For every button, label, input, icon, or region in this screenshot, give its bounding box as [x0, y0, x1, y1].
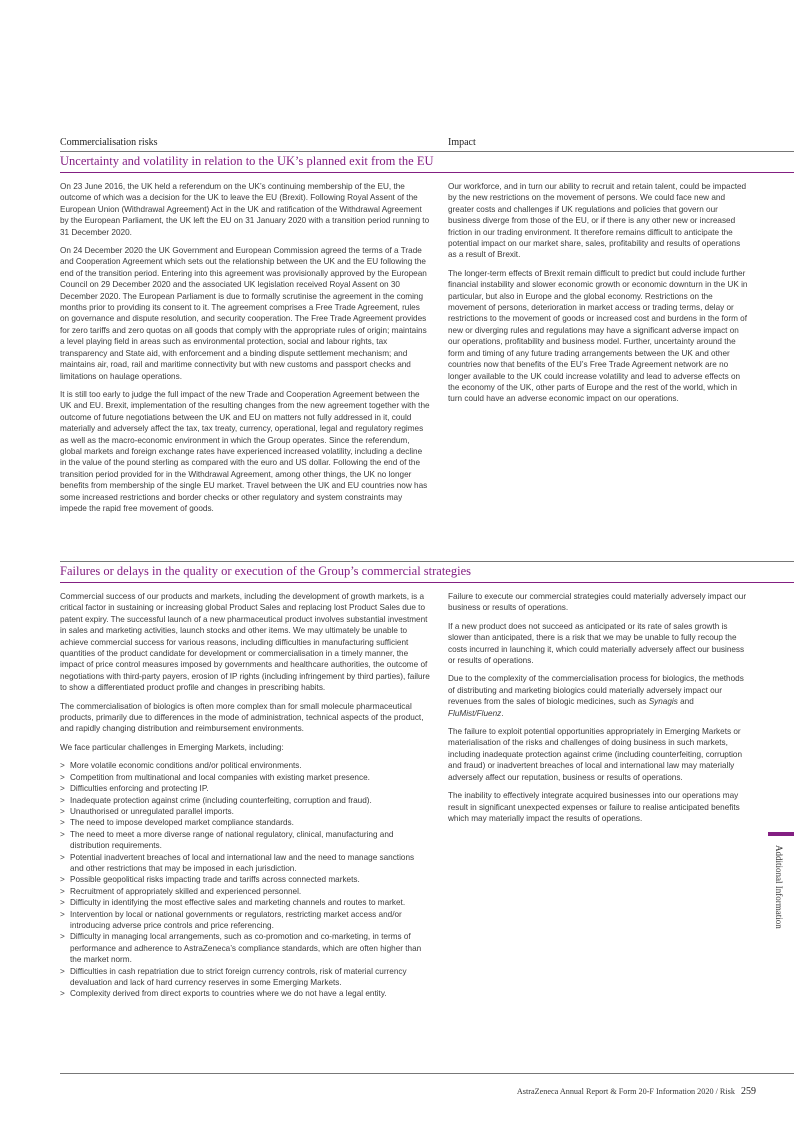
commercial-impact-column	[448, 591, 750, 831]
list-item: > Difficulties in cash repatriation due to strict foreign currency controls, risk of material currency devaluation and lack of hard currency reserves in some Emerging Markets.	[60, 966, 430, 989]
paragraph: On 24 December 2020 the UK Government and European Commission agreed the terms of a Trade and Cooperation Agreement which sets out the relationship between the UK and the EU following the end of the transition period. Entering into this agreement was provisionally approved by the European Council on 29 December 2020 and the associated UK legislation received Royal Assent on 30 December 2020. The European Parliament is due to formally scrutinise the agreement in the coming months prior to providing its consent to it. The agreement comprises a Free Trade Agreement, rules on governance and dispute resolution, and security cooperation. The Free Trade Agreement provides for zero tariffs and zero quotas on all goods that comply with the appropriate rules of origin; maintains a level playing field in areas such as environmental protection, social and labour rights, tax transparency and State aid, with enforcement and a binding dispute settlement mechanism; and maintains air, road, rail and maritime connectivity but with new customs and passport checks and limitations on haulage operations.	[60, 246, 427, 381]
paragraph: Commercial success of our products and markets, including the development of growth markets, is a critical factor in sustaining or increasing global Product Sales and replacing lost Product Sales due to patent expiry. The successful launch of a new pharmaceutical product involves substantial investment in sales and marketing activities, launch stocks and other items. We may ultimately be unable to achieve commercial success for various reasons, including difficulties in manufacturing sufficient quantities of the product candidate for development or commercialisation in a timely manner, the impact of price control measures imposed by governments and healthcare authorities, the outcome of negotiations with third-party payers, erosion of IP rights (including infringement by third parties), failure to show a differentiated product profile and changes in prescribing habits.	[60, 592, 430, 693]
section-rule	[60, 172, 794, 173]
brexit-risk-column	[60, 181, 430, 521]
emerging-markets-challenges-list	[60, 760, 430, 1000]
text-run: .	[501, 708, 504, 718]
list-item: > Possible geopolitical risks impacting trade and tariffs across connected markets.	[60, 874, 430, 885]
bottom-rule	[60, 1073, 794, 1074]
paragraph: It is still too early to judge the full impact of the new Trade and Cooperation Agreement between the UK and EU. Brexit, implementation of the resulting changes from the new agreement together with the outcome of future negotiations between the UK and EU on matters not fully addressed in it, could materially and adversely affect the tax, tax treaty, currency, operational, legal and regulatory regimes as well as the macro-economic environment in which the Group operates. Since the referendum, global markets and foreign exchange rates have experienced increased volatility, including a decline in the value of the pound sterling as compared with the euro and US dollar. Following the end of the transition period provided for in the Withdrawal Agreement, among other things, the UK no longer benefits from membership of the single EU market. Travel between the UK and EU countries now has some increased restrictions and border checks or other regulatory and system constraints may impede the rapid free movement of goods.	[60, 389, 430, 513]
side-tab-marker	[768, 832, 794, 836]
paragraph	[448, 673, 750, 719]
commercial-risk-column	[60, 591, 430, 1000]
section-title-commercial-strategies: Failures or delays in the quality or execution of the Group’s commercial strategies	[60, 564, 471, 578]
list-item: > The need to meet a more diverse range of national regulatory, clinical, manufacturing and distribution requirements.	[60, 829, 430, 852]
list-item: > Difficulty in managing local arrangements, such as co-promotion and co-marketing, in terms of performance and adherence to AstraZeneca’s compliance standards, which are often higher than the market norm.	[60, 931, 430, 965]
section-divider	[60, 561, 794, 562]
page-number: 259	[741, 1086, 756, 1097]
text-run: and	[677, 697, 694, 707]
section-title-brexit: Uncertainty and volatility in relation to the UK’s planned exit from the EU	[60, 154, 434, 168]
product-name: Synagis	[648, 697, 678, 707]
footer	[517, 1086, 756, 1097]
list-item: > Competition from multinational and local companies with existing market presence.	[60, 772, 430, 783]
paragraph: Failure to execute our commercial strategies could materially adversely impact our business or results of operations.	[448, 592, 747, 613]
section-rule	[60, 582, 794, 583]
list-item: > Unauthorised or unregulated parallel imports.	[60, 806, 430, 817]
list-item: > Difficulty in identifying the most effective sales and marketing channels and routes to market.	[60, 897, 430, 908]
paragraph: On 23 June 2016, the UK held a referendum on the UK’s continuing membership of the EU, the outcome of which was a decision for the UK to leave the EU (Brexit). Following Royal Assent of the European Union (Withdrawal Agreement) Act in the UK and ratification of the Withdrawal Agreement by the European Parliament, the UK left the EU on 31 January 2020 with a transition period running to 31 December 2020.	[60, 182, 430, 237]
paragraph: The longer-term effects of Brexit remain difficult to predict but could include further financial instability and slower economic growth or economic downturn in the UK in particular, but also in Europe and the global economy. Restrictions on the movement of persons, deterioration in market access or trading terms, delay or restrictions to the movement of goods or increased cost and burdens in the form of new or diverging rules and regulations may have a significant adverse impact on our operations, profitability and business model. Further, uncertainty around the form and timing of any future trading arrangements between the UK and other countries now that benefits of the EU’s Free Trade Agreement network are no longer available to the UK could increase volatility and lead to adverse effects on the economy of the UK, other parts of Europe and the rest of the world, which in turn could have an adverse economic impact on our operations.	[448, 268, 748, 404]
paragraph: The inability to effectively integrate acquired businesses into our operations may result in significant unexpected expenses or failure to realise anticipated benefits which may materially impact the results of operations.	[448, 791, 740, 823]
product-name: FluMist/Fluenz	[448, 708, 502, 718]
list-item: > Potential inadvertent breaches of local and international law and the need to manage sanctions and other restrictions that may be imposed in each jurisdiction.	[60, 852, 430, 875]
text-run: Due to the complexity of the commercialisation process for biologics, the methods of distributing and marketing biologics could materially adversely impact our revenues from the sales of biologic medicines, such as	[448, 674, 744, 707]
paragraph: The failure to exploit potential opportunities appropriately in Emerging Markets or materialisation of the risks and challenges of doing business in such markets, including inadequate protection against crime (including counterfeiting, corruption and fraud) or inadvertent breaches of local and international law may materially adversely affect our reputation, business or results of operations.	[448, 727, 743, 782]
header-rule	[60, 151, 794, 152]
list-item: > The need to impose developed market compliance standards.	[60, 817, 430, 828]
paragraph: If a new product does not succeed as anticipated or its rate of sales growth is slower than anticipated, there is a risk that we may be unable to fully recoup the costs incurred in launching it, which could materially adversely affect our business or results of operations.	[448, 621, 745, 666]
paragraph: Our workforce, and in turn our ability to recruit and retain talent, could be impacted by the new restrictions on the movement of persons. We could face new and greater costs and challenges if UK regulations and policies that govern our business diverge from those of the EU, or if there is any other new or increased friction in our trading environment. It therefore remains difficult to anticipate the potential impact on our market share, sales, profitability and results of operations as a result of Brexit.	[448, 182, 747, 260]
column-header-impact: Impact	[448, 137, 476, 148]
footer-text: AstraZeneca Annual Report & Form 20-F Information 2020 / Risk	[516, 1087, 735, 1096]
list-item: > Difficulties enforcing and protecting IP.	[60, 783, 430, 794]
list-item: > Inadequate protection against crime (including counterfeiting, corruption and fraud).	[60, 795, 430, 806]
list-item: > More volatile economic conditions and/or political environments.	[60, 760, 430, 771]
list-item: > Complexity derived from direct exports to countries where we do not have a legal entity.	[60, 988, 430, 999]
list-item: > Intervention by local or national governments or regulators, restricting market access and/or introducing adverse price controls and price referencing.	[60, 909, 430, 932]
column-header-commercialisation-risks: Commercialisation risks	[60, 137, 158, 148]
side-tab-label: Additional Information	[774, 845, 784, 929]
paragraph: The commercialisation of biologics is often more complex than for small molecule pharmaceutical products, primarily due to differences in the mode of administration, technical aspects of the product, and rapidly changing distribution and reimbursement environments.	[60, 701, 424, 734]
brexit-impact-column	[448, 181, 750, 412]
paragraph: We face particular challenges in Emerging Markets, including:	[60, 742, 284, 752]
list-item: > Recruitment of appropriately skilled and experienced personnel.	[60, 886, 430, 897]
